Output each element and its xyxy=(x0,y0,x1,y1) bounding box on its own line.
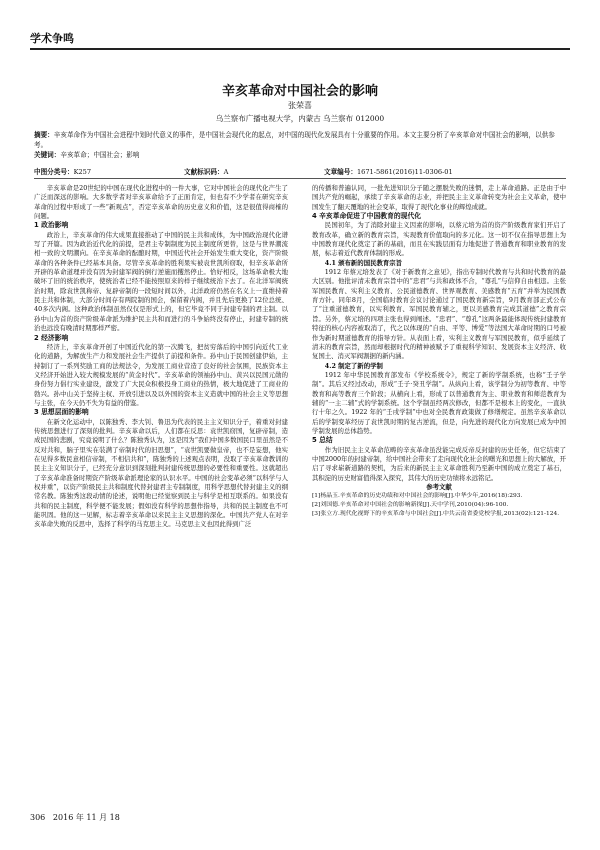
doc-label: 文献标识码： xyxy=(184,168,224,176)
section-heading: 3 思想层面的影响 xyxy=(34,408,89,417)
meta-rule xyxy=(34,178,566,179)
article-title: 辛亥革命对中国社会的影响 xyxy=(221,84,378,99)
abstract-text: 辛亥革命作为中国社会进程中划时代意义的事件，是中国社会现代化的起点，对中国的现代化发展具有十分重要的作用。本文主要分析了辛亥革命对中国社会的影响，以供参考。 xyxy=(34,131,555,149)
section-label: 学术争鸣 xyxy=(30,32,74,45)
paragraph: 辛亥革命是20世纪的中国在现代化进程中的一件大事，它对中国社会的现代化产生了广泛而深远的影响。大多数学者对辛亥革命给予了正面肯定，但也有不少学者在研究辛亥革命的过程中形成了一些“新观点”，否定辛亥革命的历史意义和价值，这是很值得商榷的问题。 xyxy=(34,184,288,221)
issue-date: 2016 年 11 月 18 xyxy=(52,813,120,822)
clc-field xyxy=(34,166,91,176)
right-column xyxy=(312,184,566,519)
no-value: 1671-5861(2016)11-0306-01 xyxy=(356,168,453,176)
section-heading: 2 经济影响 xyxy=(34,333,69,342)
paragraph: 作为旧民主主义革命范畴的辛亥革命虽没能完成反帝反封建的历史任务，但它结束了中国2000年的封建帝制，给中国社会带来了走向现代化社会的曙光和思想上的大解放，开启了寻求崭新道路的契机，为后来的新民主主义革命胜利乃至新中国的成立奠定了基石，其积淀的历史财富值得深入探究，其伟大的历史功绩将永远铭记。 xyxy=(312,445,566,482)
reference-item: [2]刘国德.辛亥革命对中国社会的影响新探[J].天中学刊,2010(04):96-100. xyxy=(312,502,509,509)
reference-item: [3]张立方.现代化视野下的辛亥革命与中国社会[J].中共云南省委党校学报,2013(02):121-124. xyxy=(312,510,560,517)
clc-label: 中图分类号： xyxy=(34,168,74,176)
abstract-block xyxy=(34,130,566,160)
paragraph: 政治上，辛亥革命的伟大成果直接推动了中国的民主共和成体，为中国政治现代化谱写了开篇。因为政治近代化的前提，是君主专制制度为民主制度所更替，这是与世界潮流相一致的文明潮向。在辛亥革命的酝酿时期，中国近代社会开始发生重大变化，资产阶级革命的各种条件已经基本具备。尽管辛亥革命的胜利果实被袁世凯所窃取，但辛亥革命所开辟的革命道理并没有因为封建军阀的倒行逆施而攫然停止。恰好相反，这场革命极大地破坏了旧的统治秩序，使统治者已经不能按照原来的样子继续统治下去了。在北洋军阀统治时期，除袁世凯称帝、复辟帝制的一段短时间以外，北洋政府仍然在名义上一直维持着民主共和体制，大部分时间存有两院制的国会，保留着内阁，并且先后更换了12位总统、40多次内阁。这种政治体制虽然仅仅是形式上的，但它毕竟不同于封建专制的君主制。以孙中山为首的资产阶级革命派为维护民主共和而进行的斗争始终没有停止，封建专制的统治也远没有晚清时期那样严密。 xyxy=(34,230,288,333)
no-field xyxy=(324,166,453,176)
header-rule xyxy=(30,48,570,50)
reference-item: [1]杨晶玉.辛亥革命的历史功绩和对中国社会的影响[J].中华少年,2016(18):293. xyxy=(312,493,523,500)
paragraph: 在新文化运动中，以陈独秀、李大钊、鲁迅为代表的民主主义知识分子，着重对封建传统思想进行了深刻的批判。辛亥革命以后，人们都在反思：袁世凯窃国，复辟帝制，造成民国的悲剧，究竟说明了什么？陈独秀认为，这是因为“我们中国多数国民口里虽然是不反对共和，脑子里实在装满了帝制时代的旧思想”，“袁世凯要做皇帝，也不是妄想，他实在见得多数民意相信帝制，不相信共和”，陈独秀的上述观点表明，没取了辛亥革命教训的民主主义知识分子，已经充分意识到深刻批判封建传统思想的必要性和重要性。这就超出了辛亥革命准备时期资产阶级革命派理论家的认识水平。中国的社会变革必须“以科学与人权并重”，以资产阶级民主共和制度代替封建君主专制制度，用科学思想代替封建主义的纲常名教。陈独秀这段动情的论述，说明他已经觉察到民主与科学是相互联系的。如果没有共和的民主制度，科学便不能发展；假如没有科学的思想作指导，共和的民主制度也不可能巩固。他的这一见解，标志着辛亥革命以来民主主义思想的深化。中国共产党人在对辛亥革命失败的反思中，选择了科学的马克思主义。马克思主义也因此得到广泛 xyxy=(34,417,288,529)
author-name: 张荣喜 xyxy=(288,101,312,110)
paragraph: 经济上，辛亥革命开创了中国近代化的第一次腾飞，把贫穷落后的中国引向近代工业化的道路，为解放生产力和发展社会生产提供了前提和条件。孙中山于民国创建伊始，主持制订了一系列奖励工商的法规法令，为发展工商业营造了良好的社会氛围，民族资本主义经济开始进入较大规模发展的“黄金时代”。辛亥革命的领袖孙中山、黄兴以民国元勋的身份努力倡行实业建设，激发了广大民众积极投身工商业的热情，极大地促进了工商业的勃兴。孙中山关于坚持主权、开放引进以及以外国的资本主义造就中国的社会主义等思想与主张，在今天仍不失为有益的借鉴。 xyxy=(34,342,288,407)
paragraph: 1912 年蔡元培发表了《对于新教育之意见》，指出专制时代教育与共和时代教育的最大区别。他批评清末教育宗旨中的“忠君”与共和政体不合，“尊孔”与信仰自由相违。主张军国民教育、实利主义教育、公民道德教育、世界观教育、美感教育“五育”并举为民国教育方针。同年8月，全国临时教育会议讨论通过了国民教育新宗旨，9月教育部正式公布了“注重道德教育，以实利教育、军国民教育辅之，更以美感教育完成其道德”之教育宗旨。另外，蔡元培的四项主张也得到阐述。“忠君”、“尊孔”这两条最能体现传统封建教育特征的核心内容被取消了，代之以体现的“自由、平等、博爱”等法国大革命时期的口号被作为新时期道德教育的指导方针。从表面上看，实利主义教育与军国民教育，似乎延续了清末的教育宗旨，然而却根据时代的精神被赋予了重视科学知识、发展资本主义经济、收复国土、消灭军阀割据的新内涵。 xyxy=(312,268,566,361)
paragraph: 民国初年，为了消除封建主义因素的影响，以蔡元培为首的资产阶级教育家们开启了教育改革，确立新的教育宗旨，实现教育价值取向的多元化。这一切不仅在指导思想上为中国教育现代化奠定了新的基础，而且在实践层面有力地促进了普通教育和职业教育的发展，标志着近代教育体制的形成。 xyxy=(312,221,566,258)
subsection-heading: 4.1 颁布新的国民教育宗旨 xyxy=(324,258,403,267)
no-label: 文章编号： xyxy=(324,168,357,176)
references-heading: 参考文献 xyxy=(426,483,452,491)
keywords-label: 关键词： xyxy=(34,151,61,159)
doc-field xyxy=(184,166,228,176)
left-column xyxy=(34,184,288,530)
article-meta xyxy=(34,166,566,176)
keywords-text: 辛亥革命；中国社会；影响 xyxy=(60,151,140,159)
subsection-heading: 4.2 制定了新的学制 xyxy=(324,361,383,370)
section-heading: 5 总结 xyxy=(312,436,333,445)
section-heading: 4 辛亥革命促进了中国教育的现代化 xyxy=(312,212,422,221)
abstract-label: 摘要： xyxy=(34,131,54,139)
doc-value: A xyxy=(223,168,229,176)
keywords xyxy=(34,150,566,160)
abstract xyxy=(34,130,566,150)
paragraph: 1912 年中华民国教育部发布《学校系统令》，规定了新的学制系统，也称“壬子学制”。其后又经过改动，形成“壬子·癸丑学制”。从纵向上看，该学制分为初等教育、中等教育和高等教育三个阶段；从横向上看，形成了以普通教育为主、职业教育和师范教育为辅的“一主二辅”式的学制系统。这个学制虽经两次修改，但都不是根本上的变化，一直执行十年之久。1922 年的“壬戌学制”中也对全民教育政策做了修缮规定。虽然辛亥革命以后的学制变革经历了袁世凯时期的复古逆流，但是，向先进的现代化方向发展已成为中国学制发展的总体趋势。 xyxy=(312,370,566,435)
author-affiliation: 乌兰察布广播电视大学，内蒙古 乌兰察布 012000 xyxy=(215,114,385,123)
paragraph: 的传播和普遍认同，一批先进知识分子随之摆脱失败的迷惘，走上革命道路。正是由于中国共产党的崛起，承续了辛亥革命的志业，并把民主主义革命转变为社会主义革命，使中国发生了翻天覆地的社会变革，取得了现代化事业的辉煌成就。 xyxy=(312,184,566,211)
clc-value: K257 xyxy=(73,168,92,176)
page-number: 306 xyxy=(30,813,46,822)
page-footer xyxy=(30,812,120,823)
section-heading: 1 政治影响 xyxy=(34,221,69,230)
